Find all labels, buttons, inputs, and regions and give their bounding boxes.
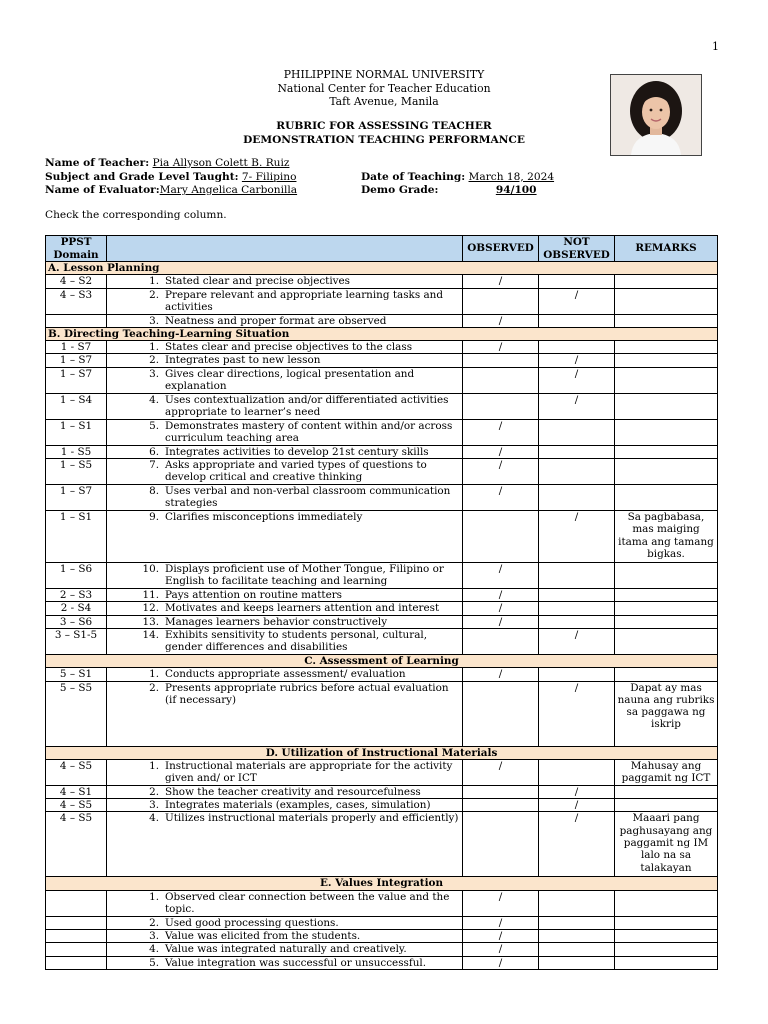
remarks-cell — [615, 367, 718, 393]
ppst-domain-cell: 1 – S1 — [46, 419, 107, 445]
item-text: Neatness and proper format are observed — [165, 314, 387, 327]
ppst-domain-cell — [46, 916, 107, 929]
observed-mark: / — [463, 668, 539, 681]
remarks-cell — [615, 602, 718, 615]
ppst-domain-cell: 1 – S4 — [46, 393, 107, 419]
ppst-domain-cell: 4 – S5 — [46, 812, 107, 877]
not-observed-mark: / — [539, 511, 615, 563]
remarks-cell — [615, 314, 718, 327]
item-number: 1. — [149, 275, 159, 288]
item-number: 5. — [149, 419, 159, 432]
item-number: 1. — [149, 759, 159, 772]
criteria-cell — [107, 812, 463, 877]
criteria-cell — [107, 393, 463, 419]
item-number: 2. — [149, 681, 159, 694]
item-text: Value was integrated naturally and creatively. — [165, 943, 407, 956]
observed-mark: / — [463, 759, 539, 785]
item-text: Asks appropriate and varied types of questions to develop critical and creative thinking — [165, 459, 427, 484]
teacher-info-right — [361, 171, 630, 198]
item-number: 3. — [149, 314, 159, 327]
criteria-cell — [107, 916, 463, 929]
ppst-domain-cell: 2 - S4 — [46, 602, 107, 615]
section-header-directing-teaching — [46, 327, 718, 340]
ppst-domain-cell — [46, 314, 107, 327]
not-observed-mark — [539, 916, 615, 929]
ppst-domain-cell — [46, 890, 107, 916]
criteria-cell — [107, 785, 463, 798]
ppst-domain-cell: 2 – S3 — [46, 589, 107, 602]
title-line-1: RUBRIC FOR ASSESSING TEACHER — [276, 120, 492, 132]
item-number: 4. — [149, 943, 159, 956]
title-line-2: DEMONSTRATION TEACHING PERFORMANCE — [243, 133, 525, 146]
observed-mark: / — [463, 602, 539, 615]
evaluator-name: Mary Angelica Carbonilla — [159, 184, 298, 196]
item-number: 4. — [149, 393, 159, 406]
not-observed-mark — [539, 445, 615, 458]
ppst-domain-cell: 1 – S7 — [46, 485, 107, 511]
not-observed-mark — [539, 956, 615, 969]
not-observed-mark — [539, 341, 615, 354]
not-observed-mark — [539, 419, 615, 445]
criteria-cell — [107, 275, 463, 288]
remarks-cell: Mahusay ang paggamit ng ICT — [615, 759, 718, 785]
item-number: 6. — [149, 445, 159, 458]
item-number: 1. — [149, 668, 159, 681]
not-observed-mark — [539, 275, 615, 288]
table-row — [46, 602, 718, 615]
not-observed-mark: / — [539, 681, 615, 746]
table-row — [46, 589, 718, 602]
table-row — [46, 275, 718, 288]
remarks-cell: Dapat ay mas nauna ang rubriks sa paggawa ng iskrip — [615, 681, 718, 746]
not-observed-mark — [539, 459, 615, 485]
item-text: Show the teacher creativity and resourcefulness — [165, 785, 421, 798]
table-row — [46, 890, 718, 916]
criteria-cell — [107, 943, 463, 956]
table-row — [46, 916, 718, 929]
item-number: 14. — [142, 628, 159, 641]
observed-mark — [463, 681, 539, 746]
section-title: B. Directing Teaching-Learning Situation — [46, 327, 718, 340]
observed-mark: / — [463, 589, 539, 602]
item-text: Displays proficient use of Mother Tongue, Filipino or English to facilitate teaching and learning — [165, 563, 444, 588]
table-header-row — [46, 236, 718, 262]
table-row — [46, 511, 718, 563]
table-row — [46, 288, 718, 314]
remarks-cell — [615, 628, 718, 654]
criteria-cell — [107, 628, 463, 654]
ppst-domain-cell: 3 – S1-5 — [46, 628, 107, 654]
not-observed-mark — [539, 589, 615, 602]
table-row — [46, 485, 718, 511]
ppst-domain-cell: 1 - S7 — [46, 341, 107, 354]
ppst-domain-cell: 1 – S6 — [46, 563, 107, 589]
table-row — [46, 445, 718, 458]
item-text: Prepare relevant and appropriate learning tasks and activities — [165, 288, 443, 313]
item-number: 8. — [149, 485, 159, 498]
item-text: Gives clear directions, logical presentation and explanation — [165, 367, 415, 393]
not-observed-mark: / — [539, 288, 615, 314]
table-row — [46, 785, 718, 798]
table-row — [46, 419, 718, 445]
observed-mark: / — [463, 890, 539, 916]
criteria-cell — [107, 890, 463, 916]
not-observed-mark: / — [539, 393, 615, 419]
remarks-cell — [615, 799, 718, 812]
criteria-cell — [107, 615, 463, 628]
table-row — [46, 628, 718, 654]
ppst-domain-cell: 4 – S5 — [46, 799, 107, 812]
teacher-name: Pia Allyson Colett B. Ruiz — [152, 157, 290, 169]
item-number: 2. — [149, 354, 159, 367]
university-address: Taft Avenue, Manila — [329, 95, 439, 108]
page-number: 1 — [712, 40, 719, 53]
ppst-domain-cell: 5 – S5 — [46, 681, 107, 746]
remarks-cell — [615, 485, 718, 511]
criteria-cell — [107, 314, 463, 327]
criteria-cell — [107, 759, 463, 785]
subject-label: Subject and Grade Level Taught: — [45, 170, 239, 183]
item-number: 1. — [149, 890, 159, 903]
remarks-cell — [615, 916, 718, 929]
observed-mark: / — [463, 916, 539, 929]
item-text: Conducts appropriate assessment/ evaluation — [165, 668, 406, 681]
criteria-cell — [107, 419, 463, 445]
item-number: 7. — [149, 459, 159, 472]
ppst-domain-cell: 1 – S1 — [46, 511, 107, 563]
remarks-cell — [615, 445, 718, 458]
not-observed-mark: / — [539, 812, 615, 877]
item-text: Uses verbal and non-verbal classroom communication strategies — [165, 485, 451, 510]
observed-mark — [463, 288, 539, 314]
item-text: Value integration was successful or unsuccessful. — [165, 956, 427, 969]
remarks-cell — [615, 943, 718, 956]
not-observed-mark — [539, 930, 615, 943]
remarks-cell — [615, 615, 718, 628]
table-row — [46, 681, 718, 746]
not-observed-mark: / — [539, 785, 615, 798]
criteria-cell — [107, 681, 463, 746]
table-row — [46, 668, 718, 681]
ppst-domain-cell: 4 – S1 — [46, 785, 107, 798]
remarks-cell — [615, 354, 718, 367]
remarks-cell — [615, 785, 718, 798]
item-text: Pays attention on routine matters — [165, 589, 343, 602]
rubric-title — [0, 120, 768, 147]
item-number: 11. — [142, 589, 159, 602]
table-row — [46, 799, 718, 812]
not-observed-mark — [539, 314, 615, 327]
remarks-cell — [615, 275, 718, 288]
item-text: Utilizes instructional materials properly and efficiently) — [165, 812, 459, 825]
ppst-domain-cell: 3 – S6 — [46, 615, 107, 628]
section-title: D. Utilization of Instructional Materials — [46, 746, 718, 759]
subject-value: 7- Filipino — [241, 170, 297, 183]
observed-mark — [463, 628, 539, 654]
remarks-cell — [615, 341, 718, 354]
criteria-cell — [107, 354, 463, 367]
observed-mark: / — [463, 943, 539, 956]
remarks-cell — [615, 419, 718, 445]
remarks-cell — [615, 393, 718, 419]
remarks-cell — [615, 288, 718, 314]
item-number: 9. — [149, 511, 159, 524]
ppst-domain-cell: 1 – S5 — [46, 459, 107, 485]
criteria-cell — [107, 511, 463, 563]
not-observed-mark — [539, 943, 615, 956]
remarks-cell — [615, 459, 718, 485]
grade-label: Demo Grade: — [361, 184, 439, 196]
not-observed-mark — [539, 602, 615, 615]
item-text: Demonstrates mastery of content within and/or across curriculum teaching area — [165, 419, 453, 445]
table-row — [46, 759, 718, 785]
item-number: 2. — [149, 288, 159, 301]
criteria-cell — [107, 288, 463, 314]
not-observed-mark — [539, 563, 615, 589]
criteria-cell — [107, 341, 463, 354]
observed-mark — [463, 812, 539, 877]
item-text: Integrates past to new lesson — [165, 354, 321, 367]
observed-mark: / — [463, 445, 539, 458]
not-observed-mark — [539, 759, 615, 785]
criteria-cell — [107, 485, 463, 511]
observed-mark — [463, 354, 539, 367]
header-observed: OBSERVED — [463, 236, 539, 262]
table-row — [46, 341, 718, 354]
section-header-assessment — [46, 654, 718, 667]
remarks-cell — [615, 668, 718, 681]
criteria-cell — [107, 367, 463, 393]
ppst-domain-cell — [46, 956, 107, 969]
observed-mark — [463, 393, 539, 419]
remarks-cell — [615, 956, 718, 969]
observed-mark: / — [463, 314, 539, 327]
header-not-observed: NOT OBSERVED — [539, 236, 615, 262]
criteria-cell — [107, 589, 463, 602]
instruction-text: Check the corresponding column. — [45, 209, 227, 221]
section-title: A. Lesson Planning — [46, 262, 718, 275]
not-observed-mark — [539, 668, 615, 681]
observed-mark: / — [463, 275, 539, 288]
not-observed-mark — [539, 485, 615, 511]
header-criteria — [107, 236, 463, 262]
university-name: PHILIPPINE NORMAL UNIVERSITY — [283, 68, 485, 81]
item-text: Observed clear connection between the value and the topic. — [165, 890, 450, 916]
grade-value: 94/100 — [495, 184, 537, 196]
ppst-domain-cell — [46, 943, 107, 956]
not-observed-mark — [539, 890, 615, 916]
item-text: Clarifies misconceptions immediately — [165, 511, 363, 524]
criteria-cell — [107, 930, 463, 943]
table-row — [46, 930, 718, 943]
table-row — [46, 812, 718, 877]
table-row — [46, 956, 718, 969]
item-number: 2. — [149, 916, 159, 929]
item-number: 5. — [149, 956, 159, 969]
item-text: Uses contextualization and/or differentiated activities appropriate to learner’s need — [165, 393, 449, 419]
table-row — [46, 615, 718, 628]
criteria-cell — [107, 602, 463, 615]
ppst-domain-cell — [46, 930, 107, 943]
header-ppst-domain: PPST Domain — [46, 236, 107, 262]
observed-mark: / — [463, 341, 539, 354]
table-row — [46, 367, 718, 393]
rubric-body — [46, 262, 718, 970]
ppst-domain-cell: 1 – S7 — [46, 367, 107, 393]
item-text: Instructional materials are appropriate for the activity given and/ or ICT — [165, 759, 453, 785]
item-text: Value was elicited from the students. — [165, 930, 361, 943]
teacher-label: Name of Teacher: — [45, 157, 150, 169]
remarks-cell — [615, 890, 718, 916]
remarks-cell — [615, 589, 718, 602]
criteria-cell — [107, 799, 463, 812]
item-text: Presents appropriate rubrics before actual evaluation (if necessary) — [165, 681, 449, 706]
center-name: National Center for Teacher Education — [277, 81, 491, 95]
section-title: C. Assessment of Learning — [46, 654, 718, 667]
criteria-cell — [107, 956, 463, 969]
section-header-lesson-planning — [46, 262, 718, 275]
item-number: 4. — [149, 812, 159, 825]
item-number: 12. — [142, 602, 159, 615]
item-text: Stated clear and precise objectives — [165, 275, 351, 288]
table-row — [46, 459, 718, 485]
not-observed-mark: / — [539, 799, 615, 812]
criteria-cell — [107, 668, 463, 681]
rubric-table — [45, 235, 718, 970]
observed-mark: / — [463, 419, 539, 445]
observed-mark: / — [463, 563, 539, 589]
header-remarks: REMARKS — [615, 236, 718, 262]
item-number: 13. — [142, 615, 159, 628]
item-text: States clear and precise objectives to the class — [165, 341, 413, 354]
section-title: E. Values Integration — [46, 877, 718, 890]
observed-mark: / — [463, 615, 539, 628]
item-text: Manages learners behavior constructively — [165, 615, 388, 628]
section-header-instructional-materials — [46, 746, 718, 759]
not-observed-mark: / — [539, 354, 615, 367]
remarks-cell: Sa pagbabasa, mas maiging itama ang tamang bigkas. — [615, 511, 718, 563]
table-row — [46, 314, 718, 327]
evaluator-label: Name of Evaluator: — [45, 184, 160, 196]
not-observed-mark: / — [539, 367, 615, 393]
teacher-info-left — [45, 157, 297, 198]
observed-mark: / — [463, 956, 539, 969]
criteria-cell — [107, 445, 463, 458]
item-text: Exhibits sensitivity to students personal, cultural, gender differences and disabilities — [165, 628, 428, 654]
item-number: 1. — [149, 341, 159, 354]
ppst-domain-cell: 4 – S3 — [46, 288, 107, 314]
criteria-cell — [107, 459, 463, 485]
item-number: 3. — [149, 799, 159, 812]
item-number: 3. — [149, 930, 159, 943]
remarks-cell — [615, 930, 718, 943]
observed-mark — [463, 785, 539, 798]
item-text: Used good processing questions. — [165, 916, 339, 929]
ppst-domain-cell: 4 – S5 — [46, 759, 107, 785]
ppst-domain-cell: 4 – S2 — [46, 275, 107, 288]
date-value: March 18, 2024 — [468, 170, 555, 183]
observed-mark — [463, 511, 539, 563]
observed-mark — [463, 367, 539, 393]
ppst-domain-cell: 5 – S1 — [46, 668, 107, 681]
remarks-cell — [615, 563, 718, 589]
item-number: 2. — [149, 785, 159, 798]
observed-mark: / — [463, 930, 539, 943]
item-number: 10. — [142, 563, 159, 576]
ppst-domain-cell: 1 - S5 — [46, 445, 107, 458]
date-label: Date of Teaching: — [361, 170, 466, 183]
criteria-cell — [107, 563, 463, 589]
table-row — [46, 393, 718, 419]
item-text: Integrates activities to develop 21st century skills — [165, 445, 429, 458]
observed-mark: / — [463, 459, 539, 485]
item-number: 3. — [149, 367, 159, 380]
table-row — [46, 563, 718, 589]
item-text: Motivates and keeps learners attention and interest — [165, 602, 440, 615]
observed-mark: / — [463, 485, 539, 511]
ppst-domain-cell: 1 – S7 — [46, 354, 107, 367]
remarks-cell: Maaari pang paghusayang ang paggamit ng IM lalo na sa talakayan — [615, 812, 718, 877]
not-observed-mark — [539, 615, 615, 628]
table-row — [46, 354, 718, 367]
section-header-values-integration — [46, 877, 718, 890]
not-observed-mark: / — [539, 628, 615, 654]
item-text: Integrates materials (examples, cases, simulation) — [165, 799, 431, 812]
table-row — [46, 943, 718, 956]
observed-mark — [463, 799, 539, 812]
